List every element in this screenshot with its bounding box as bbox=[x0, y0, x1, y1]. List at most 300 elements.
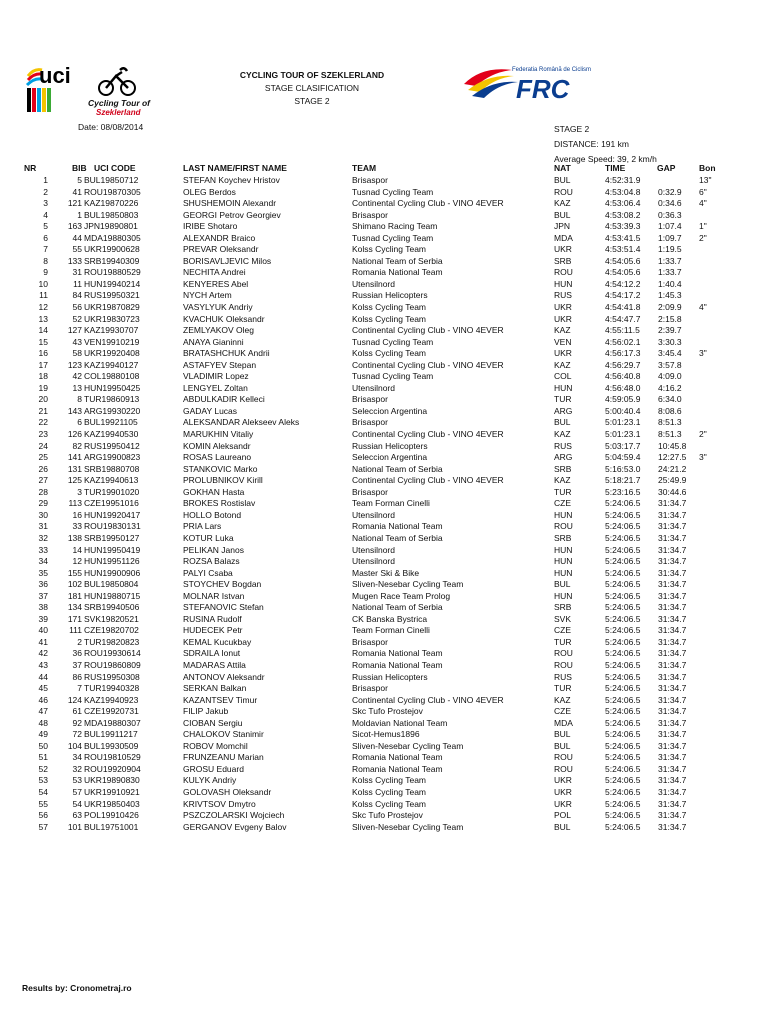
cell-gap: 31:34.7 bbox=[658, 706, 687, 717]
cell-time: 4:54:47.7 bbox=[605, 313, 641, 324]
cell-gap: 31:34.7 bbox=[658, 579, 687, 590]
cell-team: Romania National Team bbox=[352, 521, 443, 532]
cell-time: 5:24:06.5 bbox=[605, 821, 641, 832]
report-subtitle: STAGE CLASIFICATION bbox=[264, 83, 360, 93]
cell-team: Brisaspor bbox=[352, 417, 388, 428]
cell-bib: 181 bbox=[67, 590, 82, 601]
cell-team: Utensilnord bbox=[352, 556, 395, 567]
cell-time: 5:24:06.5 bbox=[605, 544, 641, 555]
cell-uci-code: UKR19890830 bbox=[84, 775, 140, 786]
cell-time: 4:53:51.4 bbox=[605, 244, 641, 255]
cell-time: 5:24:06.5 bbox=[605, 786, 641, 797]
cell-gap: 10:45.8 bbox=[658, 440, 687, 451]
cell-nat: ROU bbox=[554, 752, 573, 763]
cell-bib: 32 bbox=[72, 763, 82, 774]
table-row bbox=[0, 394, 768, 406]
cell-nr: 15 bbox=[38, 336, 48, 347]
cell-gap: 31:34.7 bbox=[658, 532, 687, 543]
cell-bib: 82 bbox=[72, 440, 82, 451]
table-row bbox=[0, 441, 768, 453]
cell-team: Romania National Team bbox=[352, 752, 443, 763]
cell-nr: 14 bbox=[38, 325, 48, 336]
cell-uci-code: TUR19901020 bbox=[84, 486, 140, 497]
cell-gap: 8:51.3 bbox=[658, 417, 682, 428]
cell-uci-code: TUR19860913 bbox=[84, 394, 140, 405]
cell-uci-code: SRB19940506 bbox=[84, 602, 140, 613]
cell-team: Team Forman Cinelli bbox=[352, 625, 430, 636]
cell-uci-code: KAZ19870226 bbox=[84, 198, 139, 209]
cell-gap: 31:34.7 bbox=[658, 786, 687, 797]
cell-nr: 9 bbox=[43, 267, 48, 278]
cell-team: Utensilnord bbox=[352, 278, 395, 289]
cell-gap: 2:39.7 bbox=[658, 325, 682, 336]
cell-nat: RUS bbox=[554, 671, 572, 682]
cell-gap: 3:30.3 bbox=[658, 336, 682, 347]
cell-gap: 31:34.7 bbox=[658, 775, 687, 786]
cell-team: Kolss Cycling Team bbox=[352, 798, 427, 809]
cell-bonus: 4" bbox=[699, 302, 707, 313]
cell-team: National Team of Serbia bbox=[352, 255, 443, 266]
cell-team: Continental Cycling Club - VINO 4EVER bbox=[352, 429, 504, 440]
cell-time: 4:53:41.5 bbox=[605, 232, 641, 243]
cell-uci-code: KAZ19940923 bbox=[84, 694, 139, 705]
cell-uci-code: ARG19900823 bbox=[84, 452, 141, 463]
table-row bbox=[0, 775, 768, 787]
cell-uci-code: HUN19920417 bbox=[84, 509, 141, 520]
cell-time: 5:24:06.5 bbox=[605, 636, 641, 647]
cell-team: Brisaspor bbox=[352, 683, 388, 694]
cell-nat: CZE bbox=[554, 498, 571, 509]
cell-bib: 6 bbox=[77, 417, 82, 428]
cell-uci-code: HUN19940214 bbox=[84, 278, 141, 289]
cell-time: 4:54:12.2 bbox=[605, 278, 641, 289]
cell-nr: 31 bbox=[38, 521, 48, 532]
cell-gap: 31:34.7 bbox=[658, 636, 687, 647]
cell-team: Skc Tufo Prostejov bbox=[352, 810, 423, 821]
cell-bib: 33 bbox=[72, 521, 82, 532]
cell-bib: 56 bbox=[72, 302, 82, 313]
table-row bbox=[0, 371, 768, 383]
table-row bbox=[0, 187, 768, 199]
cell-name: KOMIN Aleksandr bbox=[183, 440, 251, 451]
cell-team: Brisaspor bbox=[352, 636, 388, 647]
cell-nr: 43 bbox=[38, 659, 48, 670]
cell-team: Russian Helicopters bbox=[352, 440, 428, 451]
cell-time: 5:24:06.5 bbox=[605, 740, 641, 751]
cell-gap: 2:09.9 bbox=[658, 302, 682, 313]
cell-nr: 34 bbox=[38, 556, 48, 567]
table-row bbox=[0, 729, 768, 741]
cell-nr: 53 bbox=[38, 775, 48, 786]
cell-uci-code: KAZ19940127 bbox=[84, 359, 139, 370]
cell-team: Continental Cycling Club - VINO 4EVER bbox=[352, 359, 504, 370]
cell-gap: 31:34.7 bbox=[658, 717, 687, 728]
cell-nat: ROU bbox=[554, 648, 573, 659]
cell-nr: 20 bbox=[38, 394, 48, 405]
cell-nat: TUR bbox=[554, 486, 572, 497]
cell-name: FRUNZEANU Marian bbox=[183, 752, 264, 763]
cell-nat: UKR bbox=[554, 244, 572, 255]
cell-nat: KAZ bbox=[554, 694, 571, 705]
cell-nr: 18 bbox=[38, 371, 48, 382]
cell-gap: 1:19.5 bbox=[658, 244, 682, 255]
cell-time: 4:54:05.6 bbox=[605, 255, 641, 266]
col-header-time: TIME bbox=[605, 163, 626, 173]
table-row bbox=[0, 799, 768, 811]
tour-line2: Szeklerland bbox=[96, 108, 141, 117]
cell-uci-code: UKR19910921 bbox=[84, 786, 140, 797]
table-row bbox=[0, 314, 768, 326]
cell-gap: 31:34.7 bbox=[658, 590, 687, 601]
cell-nr: 27 bbox=[38, 475, 48, 486]
cell-bib: 163 bbox=[67, 221, 82, 232]
cell-time: 5:24:06.5 bbox=[605, 729, 641, 740]
cell-nr: 5 bbox=[43, 221, 48, 232]
table-row bbox=[0, 487, 768, 499]
cell-bib: 123 bbox=[67, 359, 82, 370]
cell-bonus: 3" bbox=[699, 452, 707, 463]
cell-time: 4:56:17.3 bbox=[605, 348, 641, 359]
cell-nat: TUR bbox=[554, 636, 572, 647]
cell-nat: JPN bbox=[554, 221, 571, 232]
cell-nr: 29 bbox=[38, 498, 48, 509]
cell-time: 5:24:06.5 bbox=[605, 509, 641, 520]
cell-uci-code: BUL19911217 bbox=[84, 729, 138, 740]
cell-gap: 31:34.7 bbox=[658, 498, 687, 509]
cell-gap: 31:34.7 bbox=[658, 763, 687, 774]
cell-name: KRIVTSOV Dmytro bbox=[183, 798, 256, 809]
table-row bbox=[0, 475, 768, 487]
cell-time: 5:24:06.5 bbox=[605, 775, 641, 786]
cell-bib: 111 bbox=[69, 625, 82, 636]
cell-nr: 33 bbox=[38, 544, 48, 555]
cell-team: Tusnad Cycling Team bbox=[352, 336, 434, 347]
cell-team: Sliven-Nesebar Cycling Team bbox=[352, 579, 464, 590]
table-row bbox=[0, 498, 768, 510]
cell-bib: 92 bbox=[72, 717, 82, 728]
cell-gap: 0:34.6 bbox=[658, 198, 682, 209]
cell-nr: 54 bbox=[38, 786, 48, 797]
cell-time: 4:56:02.1 bbox=[605, 336, 641, 347]
cell-name: STEFAN Koychev Hristov bbox=[183, 175, 280, 185]
cell-gap: 31:34.7 bbox=[658, 625, 687, 636]
cell-nat: BUL bbox=[554, 417, 571, 428]
cell-time: 5:24:06.5 bbox=[605, 671, 641, 682]
cell-gap: 31:34.7 bbox=[658, 659, 687, 670]
table-row bbox=[0, 752, 768, 764]
cell-uci-code: UKR19850403 bbox=[84, 798, 140, 809]
cell-name: STEFANOVIC Stefan bbox=[183, 602, 264, 613]
cell-time: 4:59:05.9 bbox=[605, 394, 641, 405]
cell-nat: UKR bbox=[554, 786, 572, 797]
cell-bonus: 6" bbox=[699, 186, 707, 197]
cell-time: 4:54:05.6 bbox=[605, 267, 641, 278]
cell-nr: 41 bbox=[38, 636, 48, 647]
cell-gap: 31:34.7 bbox=[658, 810, 687, 821]
cell-uci-code: TUR19820823 bbox=[84, 636, 140, 647]
cell-gap: 31:34.7 bbox=[658, 556, 687, 567]
uci-text: uci bbox=[39, 63, 71, 88]
cell-gap: 31:34.7 bbox=[658, 752, 687, 763]
cell-team: Team Forman Cinelli bbox=[352, 498, 430, 509]
cell-uci-code: KAZ19930707 bbox=[84, 325, 139, 336]
cell-uci-code: ARG19930220 bbox=[84, 405, 141, 416]
cell-time: 5:03:17.7 bbox=[605, 440, 641, 451]
cell-nr: 37 bbox=[38, 590, 48, 601]
table-body bbox=[0, 175, 768, 833]
cell-team: Kolss Cycling Team bbox=[352, 302, 427, 313]
cell-nr: 16 bbox=[38, 348, 48, 359]
cell-nat: UKR bbox=[554, 798, 572, 809]
cell-uci-code: ROU19830131 bbox=[84, 521, 141, 532]
cell-uci-code: HUN19880715 bbox=[84, 590, 141, 601]
table-row bbox=[0, 810, 768, 822]
cell-nat: KAZ bbox=[554, 475, 571, 486]
cell-time: 5:24:06.5 bbox=[605, 752, 641, 763]
cell-bib: 8 bbox=[77, 394, 82, 405]
cell-uci-code: KAZ19940530 bbox=[84, 429, 139, 440]
cell-gap: 31:34.7 bbox=[658, 821, 687, 832]
cell-team: Romania National Team bbox=[352, 659, 443, 670]
cell-time: 5:18:21.7 bbox=[605, 475, 641, 486]
cell-nr: 21 bbox=[38, 405, 48, 416]
cell-bib: 12 bbox=[72, 556, 82, 567]
cell-time: 5:24:06.5 bbox=[605, 590, 641, 601]
cell-nat: BUL bbox=[554, 740, 571, 751]
cell-gap: 31:34.7 bbox=[658, 509, 687, 520]
cell-nr: 12 bbox=[38, 302, 48, 313]
cell-bib: 86 bbox=[72, 671, 82, 682]
col-header-gap: GAP bbox=[657, 163, 676, 173]
table-row bbox=[0, 325, 768, 337]
cell-team: Moldavian National Team bbox=[352, 717, 448, 728]
cell-name: ZEMLYAKOV Oleg bbox=[183, 325, 255, 336]
cell-bib: 155 bbox=[67, 567, 82, 578]
cell-gap: 31:34.7 bbox=[658, 740, 687, 751]
cell-bib: 1 bbox=[77, 209, 82, 220]
cell-gap: 8:51.3 bbox=[658, 429, 682, 440]
cell-nat: RUS bbox=[554, 440, 572, 451]
cell-nr: 19 bbox=[38, 382, 48, 393]
cell-time: 5:24:06.5 bbox=[605, 659, 641, 670]
cell-uci-code: ROU19880529 bbox=[84, 267, 141, 278]
cell-uci-code: UKR19830723 bbox=[84, 313, 140, 324]
cell-time: 5:16:53.0 bbox=[605, 463, 641, 474]
table-row bbox=[0, 625, 768, 637]
cell-gap: 31:34.7 bbox=[658, 567, 687, 578]
cell-uci-code: SRB19880708 bbox=[84, 463, 140, 474]
cell-name: MOLNAR Istvan bbox=[183, 590, 245, 601]
cell-nat: BUL bbox=[554, 579, 571, 590]
cell-bib: 11 bbox=[73, 278, 82, 289]
cell-bib: 133 bbox=[67, 255, 82, 266]
table-row bbox=[0, 648, 768, 660]
cell-name: KOTUR Luka bbox=[183, 532, 234, 543]
cell-name: BROKES Rostislav bbox=[183, 498, 256, 509]
table-row bbox=[0, 360, 768, 372]
cell-name: KAZANTSEV Timur bbox=[183, 694, 258, 705]
cell-bib: 34 bbox=[72, 752, 82, 763]
cell-team: National Team of Serbia bbox=[352, 463, 443, 474]
cell-team: Sicot-Hemus1896 bbox=[352, 729, 420, 740]
cell-nr: 45 bbox=[38, 683, 48, 694]
cell-team: Continental Cycling Club - VINO 4EVER bbox=[352, 475, 504, 486]
table-header-row bbox=[0, 161, 768, 175]
table-row bbox=[0, 822, 768, 834]
cell-uci-code: SVK19820521 bbox=[84, 613, 139, 624]
cell-uci-code: UKR19900628 bbox=[84, 244, 140, 255]
cell-nat: UKR bbox=[554, 313, 572, 324]
cell-gap: 31:34.7 bbox=[658, 798, 687, 809]
cell-nat: HUN bbox=[554, 590, 573, 601]
cell-nat: HUN bbox=[554, 567, 573, 578]
cell-nr: 42 bbox=[38, 648, 48, 659]
cell-nr: 10 bbox=[38, 278, 48, 289]
cell-bib: 143 bbox=[67, 405, 82, 416]
stage-info-distance: DISTANCE: 191 km bbox=[554, 139, 629, 149]
cell-uci-code: MDA19880307 bbox=[84, 717, 141, 728]
cell-bib: 41 bbox=[72, 186, 82, 197]
cell-time: 5:24:06.5 bbox=[605, 648, 641, 659]
cell-gap: 30:44.6 bbox=[658, 486, 687, 497]
cell-time: 5:24:06.5 bbox=[605, 810, 641, 821]
cell-nr: 6 bbox=[43, 232, 48, 243]
cell-nat: CZE bbox=[554, 625, 571, 636]
cell-nr: 30 bbox=[38, 509, 48, 520]
cell-team: Russian Helicopters bbox=[352, 290, 428, 301]
cell-time: 5:24:06.5 bbox=[605, 694, 641, 705]
cell-bib: 84 bbox=[72, 290, 82, 301]
cell-uci-code: UKR19870829 bbox=[84, 302, 140, 313]
cell-nat: ROU bbox=[554, 763, 573, 774]
cell-time: 5:24:06.5 bbox=[605, 717, 641, 728]
cell-nr: 7 bbox=[43, 244, 48, 255]
cell-name: ANAYA Gianinni bbox=[183, 336, 244, 347]
cell-uci-code: HUN19950419 bbox=[84, 544, 141, 555]
cell-nr: 1 bbox=[43, 175, 48, 185]
cell-uci-code: ROU19870305 bbox=[84, 186, 141, 197]
cell-bonus: 2" bbox=[699, 429, 707, 440]
cell-gap: 0:32.9 bbox=[658, 186, 682, 197]
cell-name: ROSAS Laureano bbox=[183, 452, 252, 463]
cell-name: STOYCHEV Bogdan bbox=[183, 579, 262, 590]
col-header-uci-code: UCI CODE bbox=[94, 163, 136, 173]
cell-time: 5:24:06.5 bbox=[605, 579, 641, 590]
cell-team: National Team of Serbia bbox=[352, 532, 443, 543]
cell-time: 5:23:16.5 bbox=[605, 486, 641, 497]
cell-bonus: 4" bbox=[699, 198, 707, 209]
cell-team: Utensilnord bbox=[352, 509, 395, 520]
cell-gap: 8:08.6 bbox=[658, 405, 682, 416]
cell-team: Tusnad Cycling Team bbox=[352, 232, 434, 243]
col-header-nat: NAT bbox=[554, 163, 571, 173]
cell-time: 5:24:06.5 bbox=[605, 602, 641, 613]
cell-bib: 63 bbox=[72, 810, 82, 821]
cell-team: Continental Cycling Club - VINO 4EVER bbox=[352, 325, 504, 336]
cell-nat: SRB bbox=[554, 463, 572, 474]
cell-name: ASTAFYEV Stepan bbox=[183, 359, 257, 370]
cell-team: Seleccion Argentina bbox=[352, 405, 428, 416]
cell-nat: BUL bbox=[554, 175, 571, 185]
cell-time: 5:24:06.5 bbox=[605, 567, 641, 578]
table-row bbox=[0, 695, 768, 707]
cell-nat: SVK bbox=[554, 613, 572, 624]
cell-nr: 11 bbox=[39, 290, 48, 301]
cell-bib: 7 bbox=[77, 683, 82, 694]
cell-nat: ROU bbox=[554, 659, 573, 670]
cell-bib: 141 bbox=[67, 452, 82, 463]
cell-time: 4:53:06.4 bbox=[605, 198, 641, 209]
cell-gap: 31:34.7 bbox=[658, 694, 687, 705]
report-title: CYCLING TOUR OF SZEKLERLAND bbox=[239, 70, 385, 80]
cell-team: Kolss Cycling Team bbox=[352, 244, 427, 255]
cell-team: Brisaspor bbox=[352, 175, 388, 185]
stage-info-avg-speed: Average Speed: 39, 2 km/h bbox=[554, 154, 657, 164]
cell-bib: 44 bbox=[72, 232, 82, 243]
cell-nat: HUN bbox=[554, 382, 573, 393]
cell-name: NECHITA Andrei bbox=[183, 267, 246, 278]
cell-nat: ROU bbox=[554, 267, 573, 278]
cell-time: 5:04:59.4 bbox=[605, 452, 641, 463]
cell-nr: 13 bbox=[38, 313, 48, 324]
report-header bbox=[0, 69, 624, 108]
table-row bbox=[0, 660, 768, 672]
cell-nat: ROU bbox=[554, 521, 573, 532]
cell-time: 4:53:04.8 bbox=[605, 186, 641, 197]
table-row bbox=[0, 452, 768, 464]
cell-nr: 2 bbox=[43, 186, 48, 197]
cell-bib: 13 bbox=[72, 382, 82, 393]
cell-bib: 43 bbox=[72, 336, 82, 347]
cell-time: 4:56:48.0 bbox=[605, 382, 641, 393]
table-row bbox=[0, 337, 768, 349]
cell-name: GADAY Lucas bbox=[183, 405, 238, 416]
cell-gap: 31:34.7 bbox=[658, 648, 687, 659]
cell-nr: 51 bbox=[38, 752, 48, 763]
cell-name: ROBOV Momchil bbox=[183, 740, 248, 751]
cell-name: KENYERES Abel bbox=[183, 278, 249, 289]
cell-uci-code: ROU19860809 bbox=[84, 659, 141, 670]
cell-nr: 40 bbox=[38, 625, 48, 636]
cell-name: STANKOVIC Marko bbox=[183, 463, 258, 474]
cell-team: Kolss Cycling Team bbox=[352, 348, 427, 359]
cell-team: Brisaspor bbox=[352, 394, 388, 405]
cell-nat: CZE bbox=[554, 706, 571, 717]
cell-bib: 131 bbox=[67, 463, 82, 474]
cell-time: 5:24:06.5 bbox=[605, 613, 641, 624]
cell-nat: BUL bbox=[554, 821, 571, 832]
cell-name: SDRAILA Ionut bbox=[183, 648, 241, 659]
cell-name: BORISAVLJEVIC Milos bbox=[183, 255, 272, 266]
cell-nr: 8 bbox=[43, 255, 48, 266]
cell-team: Seleccion Argentina bbox=[352, 452, 428, 463]
cell-uci-code: UKR19920408 bbox=[84, 348, 140, 359]
table-row bbox=[0, 221, 768, 233]
table-row bbox=[0, 417, 768, 429]
table-row bbox=[0, 706, 768, 718]
cell-time: 4:54:17.2 bbox=[605, 290, 641, 301]
table-row bbox=[0, 764, 768, 776]
cell-gap: 31:34.7 bbox=[658, 729, 687, 740]
cell-name: PELIKAN Janos bbox=[183, 544, 244, 555]
report-date: Date: 08/08/2014 bbox=[78, 122, 144, 132]
table-row bbox=[0, 290, 768, 302]
cell-uci-code: ROU19930614 bbox=[84, 648, 141, 659]
table-row bbox=[0, 175, 768, 187]
cell-uci-code: SRB19940309 bbox=[84, 255, 140, 266]
cell-nat: UKR bbox=[554, 302, 572, 313]
cell-time: 5:24:06.5 bbox=[605, 706, 641, 717]
